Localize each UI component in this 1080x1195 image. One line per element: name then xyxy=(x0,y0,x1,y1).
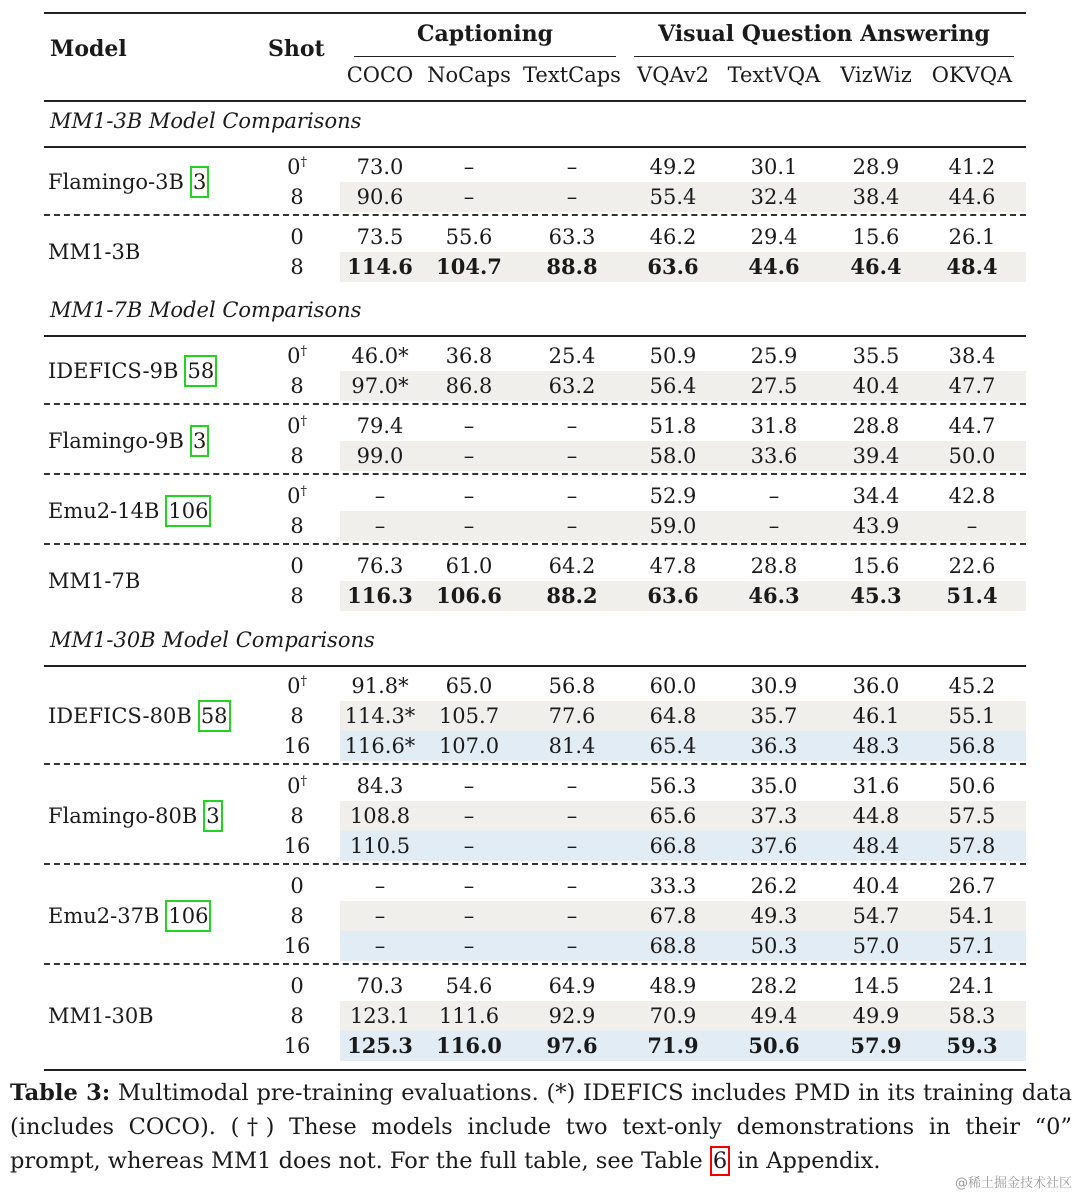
shot-cell xyxy=(272,771,322,801)
table-cell: – xyxy=(566,834,578,858)
table-cell: 35.7 xyxy=(750,704,798,728)
group-divider xyxy=(44,214,1026,216)
table-cell: 48.3 xyxy=(852,734,900,758)
section-rule xyxy=(44,146,1026,148)
shot-cell xyxy=(272,481,322,511)
table-cell: 56.3 xyxy=(649,774,697,798)
table-cell: 65.0 xyxy=(445,674,493,698)
table-cell: 40.4 xyxy=(852,374,900,398)
citation-link[interactable]: 58 xyxy=(198,700,231,732)
table-cell: 42.8 xyxy=(948,484,996,508)
shot-cell xyxy=(272,1031,322,1061)
table-cell: 38.4 xyxy=(948,344,996,368)
table-cell: 14.5 xyxy=(852,974,900,998)
shot-value: 0 xyxy=(290,554,304,578)
shot-value: 8 xyxy=(290,704,304,728)
dagger-mark: † xyxy=(300,414,307,429)
table-cell: 55.6 xyxy=(445,225,493,249)
table-cell: 70.3 xyxy=(356,974,404,998)
model-label: Emu2-37B xyxy=(48,904,160,928)
shot-cell xyxy=(272,671,322,701)
table-cell: 37.3 xyxy=(750,804,798,828)
table-cell: 49.3 xyxy=(750,904,798,928)
table-cell: 54.7 xyxy=(852,904,900,928)
table-cell: 45.2 xyxy=(948,674,996,698)
table-cell: 88.2 xyxy=(546,583,598,608)
table-cell: 50.0 xyxy=(948,444,996,468)
table-cell: 97.0* xyxy=(351,374,409,398)
table-cell: 48.4 xyxy=(946,254,998,279)
table-cell: 99.0 xyxy=(356,444,404,468)
shot-cell xyxy=(272,1001,322,1031)
model-label: MM1-30B xyxy=(48,1004,154,1028)
column-header-okvqa: OKVQA xyxy=(931,63,1013,87)
shot-cell xyxy=(272,341,322,371)
table-cell: 51.4 xyxy=(946,583,998,608)
table-cell: 36.3 xyxy=(750,734,798,758)
shot-cell xyxy=(272,252,322,282)
table-cell: 26.1 xyxy=(948,225,996,249)
header-shot: Shot xyxy=(268,36,325,62)
table-cell: 52.9 xyxy=(649,484,697,508)
bottom-rule xyxy=(44,1069,1026,1071)
model-name xyxy=(48,164,209,200)
table-cell: 106.6 xyxy=(436,583,502,608)
shot-cell xyxy=(272,581,322,611)
table-cell: 44.7 xyxy=(948,414,996,438)
column-header-vqav2: VQAv2 xyxy=(637,63,709,87)
table-cell: 116.6* xyxy=(344,734,416,758)
section-rule xyxy=(44,665,1026,667)
table-cell: 58.3 xyxy=(948,1004,996,1028)
group-divider xyxy=(44,473,1026,475)
table-cell: 114.6 xyxy=(347,254,413,279)
column-header-vizwiz: VizWiz xyxy=(840,63,912,87)
table-cell: 57.5 xyxy=(948,804,996,828)
table-cell: 57.0 xyxy=(852,934,900,958)
table-cell: 59.3 xyxy=(946,1033,998,1058)
table-cell: 114.3* xyxy=(344,704,416,728)
table-cell: 27.5 xyxy=(750,374,798,398)
table-cell: – xyxy=(463,834,475,858)
shot-cell xyxy=(272,971,322,1001)
table-cell: 91.8* xyxy=(351,674,409,698)
table-cell: – xyxy=(463,904,475,928)
table-cell: 28.8 xyxy=(750,554,798,578)
table-cell: 61.0 xyxy=(445,554,493,578)
table-ref-link[interactable]: 6 xyxy=(710,1146,730,1176)
shot-cell xyxy=(272,731,322,761)
table-cell: 58.0 xyxy=(649,444,697,468)
table-cell: 36.8 xyxy=(445,344,493,368)
table-cell: 64.2 xyxy=(548,554,596,578)
table-cell: 50.9 xyxy=(649,344,697,368)
dagger-mark: † xyxy=(300,674,307,689)
table-cell: 30.1 xyxy=(750,155,798,179)
model-name xyxy=(48,234,140,270)
table-cell: 57.9 xyxy=(850,1033,902,1058)
shot-value: 8 xyxy=(290,185,304,209)
vqa-rule xyxy=(634,56,1014,57)
shot-value: 8 xyxy=(290,255,304,279)
shot-cell xyxy=(272,701,322,731)
shot-cell xyxy=(272,901,322,931)
shot-value: 0 xyxy=(290,225,304,249)
table-cell: 64.8 xyxy=(649,704,697,728)
model-label: Flamingo-80B xyxy=(48,804,198,828)
shot-value: 0 xyxy=(287,344,301,368)
table-cell: – xyxy=(566,874,578,898)
table-cell: – xyxy=(463,414,475,438)
header-vqa: Visual Question Answering xyxy=(658,21,990,47)
table-cell: – xyxy=(463,934,475,958)
table-cell: 90.6 xyxy=(356,185,404,209)
header-captioning: Captioning xyxy=(416,21,554,47)
table-cell: 47.8 xyxy=(649,554,697,578)
section-title: MM1-30B Model Comparisons xyxy=(50,628,375,652)
shot-cell xyxy=(272,371,322,401)
table-cell: 35.0 xyxy=(750,774,798,798)
model-name xyxy=(48,698,231,734)
table-cell: – xyxy=(463,514,475,538)
table-cell: – xyxy=(566,444,578,468)
citation-link[interactable]: 3 xyxy=(203,800,222,832)
table-cell: 116.3 xyxy=(347,583,413,608)
table-cell: 44.6 xyxy=(948,185,996,209)
table-cell: 24.1 xyxy=(948,974,996,998)
citation-link[interactable]: 106 xyxy=(165,900,211,932)
table-cell: 46.4 xyxy=(850,254,902,279)
table-cell: 63.6 xyxy=(647,254,699,279)
table-cell: 59.0 xyxy=(649,514,697,538)
table-cell: – xyxy=(566,484,578,508)
table-cell: 36.0 xyxy=(852,674,900,698)
table-cell: 28.2 xyxy=(750,974,798,998)
table-cell: 107.0 xyxy=(438,734,500,758)
table-cell: 33.3 xyxy=(649,874,697,898)
table-cell: 76.3 xyxy=(356,554,404,578)
table-cell: – xyxy=(566,414,578,438)
dagger-mark: † xyxy=(300,774,307,789)
group-divider xyxy=(44,963,1026,965)
table-cell: 77.6 xyxy=(548,704,596,728)
table-cell: – xyxy=(374,904,386,928)
table-cell: 84.3 xyxy=(356,774,404,798)
table-cell: – xyxy=(463,484,475,508)
table-cell: 54.6 xyxy=(445,974,493,998)
table-cell: 48.4 xyxy=(852,834,900,858)
model-label: Flamingo-9B xyxy=(48,429,184,453)
table-cell: 65.6 xyxy=(649,804,697,828)
table-cell: 54.1 xyxy=(948,904,996,928)
column-header-textcaps: TextCaps xyxy=(523,63,621,87)
citation-link[interactable]: 3 xyxy=(190,425,209,457)
table-cell: 44.6 xyxy=(748,254,800,279)
citation-link[interactable]: 58 xyxy=(184,355,217,387)
model-label: Flamingo-3B xyxy=(48,170,184,194)
table-cell: 97.6 xyxy=(546,1033,598,1058)
shot-cell xyxy=(272,152,322,182)
table-cell: 105.7 xyxy=(438,704,500,728)
shot-value: 8 xyxy=(290,514,304,538)
table-cell: – xyxy=(566,934,578,958)
dagger-mark: † xyxy=(300,155,307,170)
table-cell: – xyxy=(463,185,475,209)
table-cell: 33.6 xyxy=(750,444,798,468)
table-cell: 110.5 xyxy=(349,834,411,858)
table-cell: 63.6 xyxy=(647,583,699,608)
model-name xyxy=(48,898,211,934)
shot-value: 0 xyxy=(287,774,301,798)
table-cell: 49.4 xyxy=(750,1004,798,1028)
shot-value: 16 xyxy=(283,834,311,858)
table-cell: 49.9 xyxy=(852,1004,900,1028)
table-cell: 57.1 xyxy=(948,934,996,958)
table-cell: 49.2 xyxy=(649,155,697,179)
table-cell: 31.8 xyxy=(750,414,798,438)
table-cell: 47.7 xyxy=(948,374,996,398)
model-label: Emu2-14B xyxy=(48,499,160,523)
caption-text-end: in Appendix. xyxy=(730,1148,881,1174)
group-divider xyxy=(44,763,1026,765)
shot-value: 8 xyxy=(290,904,304,928)
table-cell: 30.9 xyxy=(750,674,798,698)
table-cell: – xyxy=(768,484,780,508)
table-cell: 50.3 xyxy=(750,934,798,958)
table-cell: 46.0* xyxy=(351,344,409,368)
shot-value: 0 xyxy=(287,674,301,698)
table-cell: 104.7 xyxy=(436,254,502,279)
table-cell: 55.1 xyxy=(948,704,996,728)
table-cell: 26.2 xyxy=(750,874,798,898)
table-cell: 44.8 xyxy=(852,804,900,828)
table-cell: – xyxy=(566,514,578,538)
shot-value: 0 xyxy=(287,414,301,438)
table-cell: 57.8 xyxy=(948,834,996,858)
group-divider xyxy=(44,403,1026,405)
table-cell: 48.9 xyxy=(649,974,697,998)
table-cell: 15.6 xyxy=(852,554,900,578)
shot-cell xyxy=(272,182,322,212)
column-header-textvqa: TextVQA xyxy=(727,63,821,87)
table-cell: 46.1 xyxy=(852,704,900,728)
shot-value: 0 xyxy=(290,874,304,898)
caption-label: Table 3: xyxy=(10,1080,111,1106)
table-cell: 64.9 xyxy=(548,974,596,998)
table-cell: 66.8 xyxy=(649,834,697,858)
watermark: @稀土掘金技术社区 xyxy=(954,1176,1072,1191)
column-header-nocaps: NoCaps xyxy=(427,63,511,87)
table-cell: 68.8 xyxy=(649,934,697,958)
table-cell: 123.1 xyxy=(349,1004,411,1028)
table-cell: 25.4 xyxy=(548,344,596,368)
table-cell: 39.4 xyxy=(852,444,900,468)
shot-cell xyxy=(272,551,322,581)
shot-cell xyxy=(272,222,322,252)
table-cell: – xyxy=(566,155,578,179)
table-cell: 70.9 xyxy=(649,1004,697,1028)
table-caption xyxy=(10,1076,1072,1178)
table-cell: 28.8 xyxy=(852,414,900,438)
shot-value: 0 xyxy=(287,155,301,179)
table-cell: 35.5 xyxy=(852,344,900,368)
column-header-coco: COCO xyxy=(346,63,414,87)
shot-cell xyxy=(272,931,322,961)
model-name xyxy=(48,493,211,529)
shot-value: 8 xyxy=(290,1004,304,1028)
table-cell: – xyxy=(463,155,475,179)
dagger-mark: † xyxy=(300,344,307,359)
model-label: IDEFICS-9B xyxy=(48,359,179,383)
table-cell: – xyxy=(374,874,386,898)
table-cell: 46.2 xyxy=(649,225,697,249)
table-cell: – xyxy=(768,514,780,538)
dagger-mark: † xyxy=(300,484,307,499)
table-cell: 43.9 xyxy=(852,514,900,538)
model-name xyxy=(48,353,217,389)
table-cell: 56.8 xyxy=(548,674,596,698)
table-cell: 55.4 xyxy=(649,185,697,209)
table-cell: 38.4 xyxy=(852,185,900,209)
table-cell: – xyxy=(566,904,578,928)
table-cell: – xyxy=(374,514,386,538)
shot-value: 16 xyxy=(283,734,311,758)
table-cell: – xyxy=(966,514,978,538)
shot-value: 8 xyxy=(290,444,304,468)
shot-value: 0 xyxy=(290,974,304,998)
caption-text: Multimodal pre-training evaluations. (*) IDEFICS includes PMD in its training data (includes COCO). (†) These models include two text-only demonstrations in their “0” prompt, whereas MM1 does not. For the full table, see Table xyxy=(10,1080,1073,1174)
table-cell: – xyxy=(566,804,578,828)
table-cell: 51.8 xyxy=(649,414,697,438)
shot-cell xyxy=(272,801,322,831)
group-divider xyxy=(44,543,1026,545)
table-cell: 88.8 xyxy=(546,254,598,279)
table-cell: 86.8 xyxy=(445,374,493,398)
table-cell: 26.7 xyxy=(948,874,996,898)
table-cell: – xyxy=(463,444,475,468)
model-label: IDEFICS-80B xyxy=(48,704,192,728)
model-label: MM1-3B xyxy=(48,240,141,264)
header-rule xyxy=(44,100,1026,102)
table-cell: 31.6 xyxy=(852,774,900,798)
table-cell: 28.9 xyxy=(852,155,900,179)
table-cell: 45.3 xyxy=(850,583,902,608)
table-cell: 116.0 xyxy=(436,1033,502,1058)
table-cell: 81.4 xyxy=(548,734,596,758)
table-cell: – xyxy=(463,774,475,798)
citation-link[interactable]: 106 xyxy=(165,495,211,527)
model-label: MM1-7B xyxy=(48,569,141,593)
captioning-rule xyxy=(354,56,616,57)
section-title: MM1-7B Model Comparisons xyxy=(50,298,362,322)
table-cell: 56.4 xyxy=(649,374,697,398)
shot-value: 8 xyxy=(290,374,304,398)
header-model: Model xyxy=(50,36,127,62)
shot-value: 8 xyxy=(290,584,304,608)
table-cell: – xyxy=(566,185,578,209)
table-cell: 40.4 xyxy=(852,874,900,898)
model-name xyxy=(48,998,154,1034)
group-divider xyxy=(44,863,1026,865)
table-cell: 50.6 xyxy=(948,774,996,798)
table-cell: – xyxy=(566,774,578,798)
table-cell: 111.6 xyxy=(438,1004,500,1028)
shot-cell xyxy=(272,441,322,471)
table-cell: 73.0 xyxy=(356,155,404,179)
table-cell: 34.4 xyxy=(852,484,900,508)
table-cell: 79.4 xyxy=(356,414,404,438)
table-cell: 41.2 xyxy=(948,155,996,179)
model-name xyxy=(48,423,209,459)
shot-value: 8 xyxy=(290,804,304,828)
table-cell: 22.6 xyxy=(948,554,996,578)
shot-cell xyxy=(272,511,322,541)
table-cell: 63.2 xyxy=(548,374,596,398)
table-cell: 56.8 xyxy=(948,734,996,758)
table-cell: – xyxy=(374,934,386,958)
model-name xyxy=(48,798,223,834)
shot-cell xyxy=(272,411,322,441)
section-title: MM1-3B Model Comparisons xyxy=(50,109,362,133)
shot-value: 16 xyxy=(283,1034,311,1058)
table-cell: 63.3 xyxy=(548,225,596,249)
top-rule xyxy=(44,12,1026,14)
table-cell: 60.0 xyxy=(649,674,697,698)
table-cell: 71.9 xyxy=(647,1033,699,1058)
table-cell: 50.6 xyxy=(748,1033,800,1058)
section-rule xyxy=(44,335,1026,337)
table-cell: 73.5 xyxy=(356,225,404,249)
table-cell: 92.9 xyxy=(548,1004,596,1028)
table-cell: 46.3 xyxy=(748,583,800,608)
table-cell: 65.4 xyxy=(649,734,697,758)
table-cell: 125.3 xyxy=(347,1033,413,1058)
table-cell: – xyxy=(374,484,386,508)
table-cell: 29.4 xyxy=(750,225,798,249)
shot-cell xyxy=(272,831,322,861)
shot-value: 16 xyxy=(283,934,311,958)
shot-value: 0 xyxy=(287,484,301,508)
table-cell: – xyxy=(463,874,475,898)
model-name xyxy=(48,563,140,599)
table-cell: 67.8 xyxy=(649,904,697,928)
table-cell: 15.6 xyxy=(852,225,900,249)
table-cell: 108.8 xyxy=(349,804,411,828)
table-cell: – xyxy=(463,804,475,828)
citation-link[interactable]: 3 xyxy=(190,166,209,198)
shot-cell xyxy=(272,871,322,901)
table-cell: 25.9 xyxy=(750,344,798,368)
table-cell: 37.6 xyxy=(750,834,798,858)
table-cell: 32.4 xyxy=(750,185,798,209)
